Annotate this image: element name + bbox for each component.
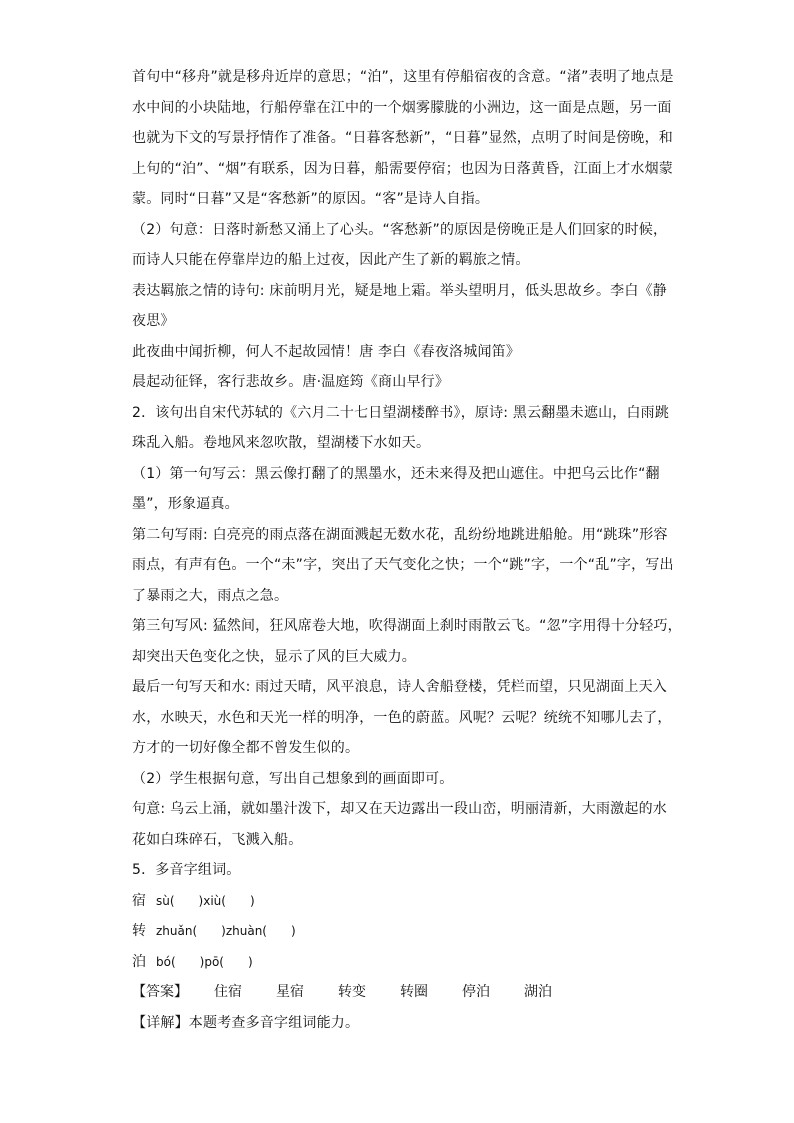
- text-line: 方才的一切好像全都不曾发生似的。: [132, 740, 360, 756]
- text-line: 首句中“移舟”就是移舟近岸的意思；“泊”，这里有停船宿夜的含意。“渚”表明了地点是: [132, 69, 674, 85]
- polyphone-char: 转: [132, 923, 146, 939]
- text-line: 第二句写雨: 白亮亮的雨点落在湖面溅起无数水花，乱纷纷地跳进船舱。用“跳珠”形容: [132, 526, 668, 543]
- text-line: 上句的“泊”、“烟”有联系，因为日暮，船需要停宿；也因为日落黄昏，江面上才水烟蒙: [132, 160, 674, 177]
- text-line: 了暴雨之大，雨点之急。: [132, 587, 289, 604]
- question-heading: 5．多音字组词。: [132, 862, 241, 878]
- text-line: 而诗人只能在停靠岸边的船上过夜，因此产生了新的羁旅之情。: [132, 252, 530, 268]
- pinyin-blanks: sù( )xiù( ): [156, 893, 255, 908]
- text-line: 墨”，形象逼真。: [132, 496, 239, 512]
- text-line: （2）学生根据句意，写出自己想象到的画面即可。: [132, 770, 454, 787]
- text-line: 最后一句写天和水: 雨过天晴，风平浪息，诗人舍船登楼，凭栏而望，只见湖面上天入: [132, 679, 667, 695]
- text-line: 晨起动征铎，客行悲故乡。唐·温庭筠《商山早行》: [132, 374, 450, 390]
- answer-item: 星宿: [276, 984, 304, 1000]
- text-line: 蒙。同时“日暮”又是“客愁新”的原因。“客”是诗人自指。: [132, 191, 490, 207]
- polyphone-char: 泊: [132, 953, 146, 970]
- answer-item: 湖泊: [524, 984, 552, 1000]
- pinyin-row-su: [132, 886, 672, 917]
- text-line: 雨点，有声有色。一个“未”字，突出了天气变化之快；一个“跳”字，一个“乱”字，写出: [132, 557, 674, 573]
- text-line: （2）句意：日落时新愁又涌上了心头。“客愁新”的原因是傍晚正是人们回家的时候，: [132, 221, 668, 238]
- answer-row: [132, 977, 672, 1008]
- text-line: 2．该句出自宋代苏轼的《六月二十七日望湖楼醉书》，原诗: 黑云翻墨未遮山，白雨跳: [132, 404, 670, 421]
- text-line: 此夜曲中闻折柳，何人不起故园情！唐 李白《春夜洛城闻笛》: [132, 343, 521, 360]
- answer-item: 住宿: [214, 984, 242, 1000]
- text-line: 表达羁旅之情的诗句: 床前明月光，疑是地上霜。举头望明月，低头思故乡。李白《静: [132, 282, 667, 299]
- document-body: [132, 62, 682, 1038]
- text-line: 却突出天色变化之快，显示了风的巨大威力。: [132, 648, 416, 665]
- answer-item: 停泊: [462, 984, 490, 1000]
- text-line: 珠乱入船。卷地风来忽吹散，望湖楼下水如天。: [132, 435, 431, 451]
- pinyin-blanks: zhuǎn( )zhuàn( ): [156, 924, 296, 938]
- text-line: 句意: 乌云上涌，就如墨汁泼下，却又在天边露出一段山峦，明丽清新，大雨激起的水: [132, 801, 667, 817]
- text-line: 水中间的小块陆地，行船停靠在江中的一个烟雾朦胧的小洲边，这一面是点题，另一面: [132, 99, 672, 116]
- answer-item: 转变: [338, 984, 366, 1000]
- answer-label: 【答案】: [132, 984, 188, 1000]
- polyphone-char: 宿: [132, 892, 146, 909]
- text-line: （1）第一句写云：黑云像打翻了的黑墨水，还未来得及把山遮住。中把乌云比作“翻: [132, 465, 660, 482]
- text-line: 也就为下文的写景抒情作了准备。“日暮客愁新”，“日暮”显然，点明了时间是傍晚，和: [132, 130, 674, 146]
- detail-text: 【详解】本题考查多音字组词能力。: [132, 1014, 360, 1031]
- answer-item: 转圈: [400, 984, 428, 1000]
- text-line: 水，水映天，水色和天光一样的明净，一色的蔚蓝。风呢？云呢？统统不知哪儿去了，: [132, 709, 672, 726]
- text-line: 夜思》: [132, 313, 175, 329]
- pinyin-row-bo: [132, 947, 672, 978]
- text-line: 第三句写风: 猛然间，狂风席卷大地，吹得湖面上刹时雨散云飞。“忽”字用得十分轻巧，: [132, 618, 682, 634]
- pinyin-blanks: bó( )pō( ): [156, 954, 253, 969]
- text-line: 花如白珠碎石，飞溅入船。: [132, 831, 303, 848]
- pinyin-row-zhuan: [132, 916, 672, 947]
